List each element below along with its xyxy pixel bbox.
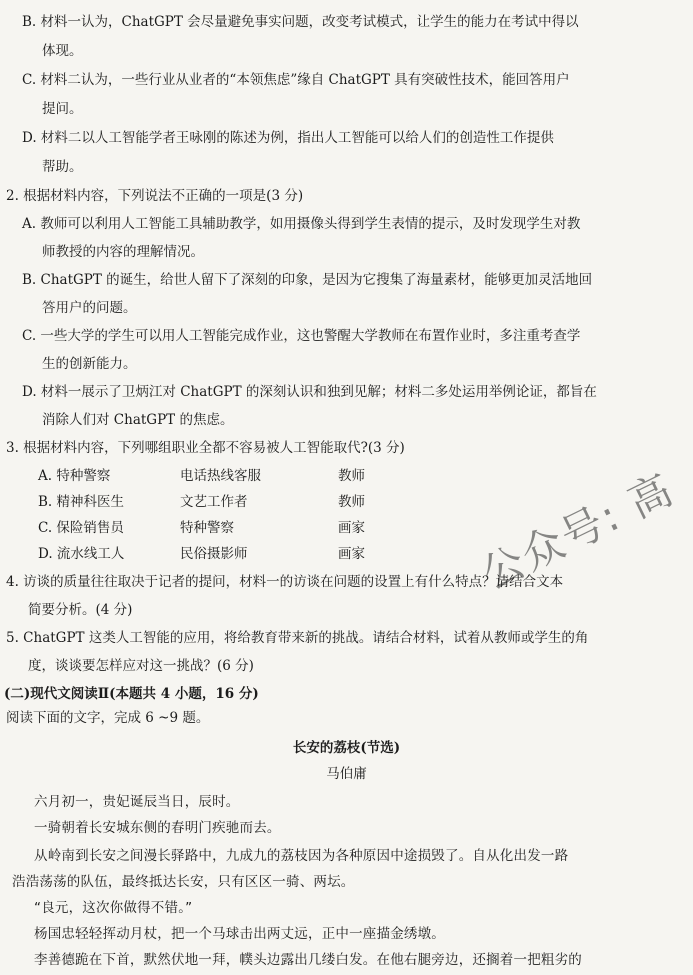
q3-b-job2: 文艺工作者 — [180, 494, 248, 510]
passage-p1: 六月初一，贵妃诞辰当日，辰时。 — [34, 794, 240, 810]
section-heading: (二)现代文阅读Ⅱ(本题共 4 小题，16 分) — [4, 686, 259, 702]
q1-option-d-line2: 帮助。 — [42, 159, 83, 175]
q5-line2: 度，谈谈要怎样应对这一挑战？(6 分) — [28, 658, 254, 674]
q2-option-d-line1: D. 材料一展示了卫炳江对 ChatGPT 的深刻认识和独到见解；材料二多处运用举例论证，都旨在 — [22, 384, 597, 400]
q3-d-job1: D. 流水线工人 — [38, 546, 125, 562]
section-instruction: 阅读下面的文字，完成 6 ~9 题。 — [6, 710, 210, 726]
watermark-text: 公众号: 高 — [473, 464, 682, 600]
q3-b-job1: B. 精神科医生 — [38, 494, 125, 510]
q2-option-b-line2: 答用户的问题。 — [42, 300, 137, 316]
q2-option-a-line1: A. 教师可以利用人工智能工具辅助教学，如用摄像头得到学生表情的提示，及时发现学生对教 — [22, 216, 581, 232]
q2-option-c-line1: C. 一些大学的学生可以用人工智能完成作业，这也警醒大学教师在布置作业时，多注重考查学 — [22, 328, 581, 344]
passage-p3-line1: 从岭南到长安之间漫长驿路中，九成九的荔枝因为各种原因中途损毁了。自从化出发一路 — [34, 848, 569, 864]
q1-option-c-line2: 提问。 — [42, 101, 83, 117]
q3-d-job3: 画家 — [338, 546, 365, 562]
q3-c-job1: C. 保险销售员 — [38, 520, 124, 536]
q1-option-d-line1: D. 材料二以人工智能学者王咏刚的陈述为例，指出人工智能可以给人们的创造性工作提供 — [22, 130, 554, 146]
passage-p2: 一骑朝着长安城东侧的春明门疾驰而去。 — [34, 820, 281, 836]
q2-option-c-line2: 生的创新能力。 — [42, 356, 137, 372]
passage-p3-line2: 浩浩荡荡的队伍，最终抵达长安，只有区区一骑、两坛。 — [12, 874, 355, 890]
q3-b-job3: 教师 — [338, 494, 365, 510]
q3-a-job2: 电话热线客服 — [180, 468, 261, 484]
passage-p5: 杨国忠轻轻挥动月杖，把一个马球击出两丈远，正中一座描金绣墩。 — [34, 926, 445, 942]
q1-option-c-line1: C. 材料二认为，一些行业从业者的“本领焦虑”缘自 ChatGPT 具有突破性技术，能回答用户 — [22, 72, 570, 88]
passage-author: 马伯庸 — [326, 766, 367, 782]
q2-stem: 2. 根据材料内容，下列说法不正确的一项是(3 分) — [6, 188, 304, 204]
q5-line1: 5. ChatGPT 这类人工智能的应用，将给教育带来新的挑战。请结合材料，试着从教师或学生的角 — [6, 630, 589, 646]
q4-line1: 4. 访谈的质量往往取决于记者的提问，材料一的访谈在问题的设置上有什么特点？请结合文本 — [6, 574, 564, 590]
q1-option-b-line2: 体现。 — [42, 43, 83, 59]
q1-option-b-line1: B. 材料一认为，ChatGPT 会尽量避免事实问题，改变考试模式，让学生的能力在考试中得以 — [22, 14, 579, 30]
passage-p6-line1: 李善德跪在下首，默然伏地一拜，幞头边露出几缕白发。在他右腿旁边，还搁着一把粗劣的 — [34, 952, 582, 968]
q3-c-job3: 画家 — [338, 520, 365, 536]
q2-option-b-line1: B. ChatGPT 的诞生，给世人留下了深刻的印象，是因为它搜集了海量素材，能够更加灵活地回 — [22, 272, 593, 288]
q2-option-d-line2: 消除人们对 ChatGPT 的焦虑。 — [42, 412, 234, 428]
q4-line2: 简要分析。(4 分) — [28, 602, 133, 618]
passage-title: 长安的荔枝(节选) — [292, 740, 401, 756]
passage-p4: “良元，这次你做得不错。” — [34, 900, 193, 916]
q3-a-job1: A. 特种警察 — [38, 468, 111, 484]
q3-a-job3: 教师 — [338, 468, 365, 484]
q2-option-a-line2: 师教授的内容的理解情况。 — [42, 244, 204, 260]
q3-stem: 3. 根据材料内容，下列哪组职业全都不容易被人工智能取代?(3 分) — [6, 440, 405, 456]
q3-d-job2: 民俗摄影师 — [180, 546, 248, 562]
q3-c-job2: 特种警察 — [180, 520, 234, 536]
